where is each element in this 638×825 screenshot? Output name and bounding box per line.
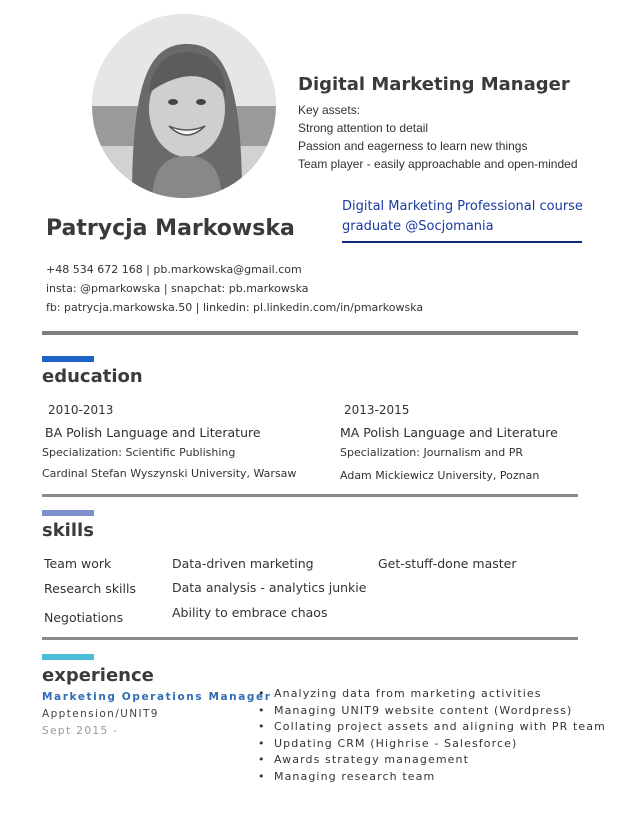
education-heading: education: [42, 366, 143, 387]
experience-bullet: • Managing research team: [258, 769, 606, 786]
education-degree: MA Polish Language and Literature: [340, 425, 558, 440]
job-title: Digital Marketing Manager: [298, 74, 570, 95]
key-asset-item: Strong attention to detail: [298, 121, 429, 135]
experience-bullet: • Updating CRM (Highrise - Salesforce): [258, 736, 606, 753]
course-line-1: Digital Marketing Professional course: [342, 199, 583, 214]
course-note: [342, 197, 583, 237]
experience-bullet: • Analyzing data from marketing activities: [258, 686, 606, 703]
candidate-name: Patrycja Markowska: [46, 216, 295, 241]
experience-accent-bar: [42, 654, 94, 660]
divider: [42, 637, 578, 640]
education-accent-bar: [42, 356, 94, 362]
experience-bullet: • Managing UNIT9 website content (Wordpress): [258, 703, 606, 720]
experience-bullet: • Awards strategy management: [258, 752, 606, 769]
key-asset-item: Team player - easily approachable and open-minded: [298, 157, 578, 171]
education-school: Cardinal Stefan Wyszynski University, Warsaw: [42, 467, 297, 480]
contact-phone-email: +48 534 672 168 | pb.markowska@gmail.com: [46, 263, 302, 276]
skill-item: Data analysis - analytics junkie: [172, 580, 367, 595]
experience-role: Marketing Operations Manager: [42, 691, 272, 703]
education-specialization: Specialization: Journalism and PR: [340, 446, 523, 459]
education-years: 2013-2015: [344, 403, 410, 417]
contact-info: [46, 260, 423, 317]
education-school: Adam Mickiewicz University, Poznan: [340, 469, 540, 482]
course-underline: [342, 241, 582, 243]
skill-item: Team work: [44, 556, 112, 571]
course-line-2: graduate @Socjomania: [342, 219, 494, 234]
divider: [42, 494, 578, 497]
skill-item: Negotiations: [44, 610, 124, 625]
education-years: 2010-2013: [48, 403, 114, 417]
experience-company: Apptension/UNIT9: [42, 708, 159, 720]
experience-bullets: [258, 686, 606, 785]
experience-dates: Sept 2015 -: [42, 725, 119, 737]
key-assets-heading: Key assets:: [298, 103, 361, 117]
skill-item: Research skills: [44, 581, 136, 596]
skill-item: Data-driven marketing: [172, 556, 314, 571]
contact-social-1: insta: @pmarkowska | snapchat: pb.markowska: [46, 282, 309, 295]
experience-bullet: • Collating project assets and aligning with PR team: [258, 719, 606, 736]
skill-item: Ability to embrace chaos: [172, 605, 328, 620]
key-assets: [298, 101, 578, 173]
profile-photo: [92, 14, 276, 198]
skills-accent-bar: [42, 510, 94, 516]
divider: [42, 331, 578, 335]
skills-heading: skills: [42, 520, 94, 541]
skill-item: Get-stuff-done master: [378, 556, 517, 571]
education-degree: BA Polish Language and Literature: [45, 425, 261, 440]
education-specialization: Specialization: Scientific Publishing: [42, 446, 236, 459]
experience-heading: experience: [42, 665, 154, 686]
contact-social-2: fb: patrycja.markowska.50 | linkedin: pl.linkedin.com/in/pmarkowska: [46, 301, 424, 314]
key-asset-item: Passion and eagerness to learn new things: [298, 139, 528, 153]
